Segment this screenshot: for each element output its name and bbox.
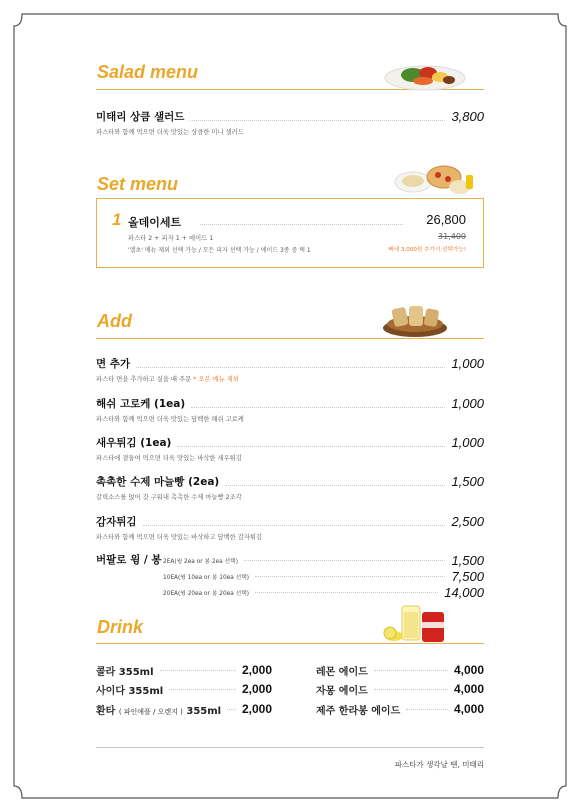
set-dishes-image: [390, 163, 476, 196]
add-item[interactable]: [96, 514, 484, 541]
salad-plate-image: [383, 58, 467, 92]
add-item-name: 해쉬 고로케 (1ea): [96, 398, 186, 410]
add-item-desc-highlight: * 오븐 메뉴 제외: [193, 376, 239, 383]
set-name: 올데이세트: [128, 216, 182, 229]
set-options: '엘초' 메뉴 제외 선택 가능 / 모든 피자 선택 가능 / 에이드 3종 중 택 1: [128, 247, 311, 254]
leader-dots: [374, 670, 448, 671]
salad-title: Salad menu: [97, 62, 199, 82]
salad-item-price: 3,800: [451, 109, 484, 124]
add-item-name: 면 추가: [96, 358, 131, 370]
set-note: 빠네 3,000원 추가시 선택가능!: [388, 247, 466, 253]
add-item-price: 1,000: [451, 435, 484, 450]
set-title: Set menu: [97, 174, 179, 194]
add-item-price: 2,500: [451, 514, 484, 529]
footer-divider: [96, 747, 484, 748]
drink-price: 2,000: [241, 663, 272, 677]
add-item[interactable]: [96, 435, 484, 462]
leader-dots: [244, 560, 445, 561]
leader-dots: [169, 689, 236, 690]
add-item-desc: 갈릭소스를 얹어 갓 구워내 촉촉한 수제 마늘빵 2조각: [96, 494, 242, 501]
drink-title: Drink: [97, 617, 144, 637]
buffalo-option[interactable]: [163, 553, 484, 568]
buffalo-wing-item[interactable]: [96, 552, 484, 602]
drink-name: 제주 한라봉 에이드: [316, 705, 401, 717]
add-item-name: 촉촉한 수제 마늘빵 (2ea): [96, 476, 220, 488]
salad-item-desc: 파스타와 함께 먹으면 더욱 맛있는 상큼한 미니 샐러드: [96, 129, 244, 136]
add-title: Add: [97, 311, 132, 331]
add-item-desc: 파스타와 함께 먹으면 더욱 맛있는 바삭하고 담백한 감자튀김: [96, 534, 263, 541]
buffalo-option[interactable]: [163, 569, 484, 584]
salad-item-name: 미태리 상큼 샐러드: [96, 111, 185, 123]
add-item-desc: 파스타와 함께 먹으면 더욱 맛있는 담백한 해쉬 고로케: [96, 416, 244, 423]
leader-dots: [190, 120, 445, 121]
drink-price: 4,000: [453, 663, 484, 677]
leader-dots: [255, 592, 438, 593]
add-item-desc: 파스타에 곁들여 먹으면 더욱 맛있는 바삭한 새우튀김: [96, 455, 242, 462]
add-item-price: 1,000: [451, 356, 484, 371]
drink-name: 사이다 355ml: [96, 685, 164, 697]
leader-dots: [406, 709, 448, 710]
leader-dots: [374, 689, 448, 690]
set-box[interactable]: [96, 198, 484, 268]
add-item[interactable]: [96, 474, 484, 501]
leader-dots: [200, 224, 403, 225]
drink-name: 자몽 에이드: [316, 685, 368, 697]
drinks-image: [380, 600, 450, 644]
drink-name: 콜라 355ml: [96, 666, 154, 678]
drink-price: 2,000: [241, 702, 272, 716]
drink-name-variant: ( 파인애플 / 오렌지 ): [118, 707, 183, 716]
salad-item[interactable]: [96, 109, 484, 136]
garlic-bread-image: [381, 300, 449, 338]
leader-dots: [255, 576, 445, 577]
add-divider: [96, 338, 484, 339]
leader-dots: [160, 670, 236, 671]
buffalo-option-price: 1,500: [451, 553, 484, 568]
add-item-desc: [96, 374, 484, 383]
add-item-name: 새우튀김 (1ea): [96, 437, 172, 449]
buffalo-option-price: 14,000: [444, 585, 484, 600]
drink-item[interactable]: [96, 661, 272, 679]
set-price: 26,800: [426, 212, 466, 227]
buffalo-option-price: 7,500: [451, 569, 484, 584]
set-old-price: 31,400: [438, 232, 466, 241]
buffalo-option-label: 2EA(윙 2ea or 봉 2ea 선택): [163, 559, 238, 565]
add-item-price: 1,000: [451, 396, 484, 411]
add-item-desc-text: 파스타 면을 추가하고 싶을 때 주문: [96, 376, 192, 383]
set-composition: 파스타 2 + 피자 1 + 에이드 1: [128, 235, 214, 242]
drink-item[interactable]: [96, 700, 272, 718]
leader-dots: [136, 367, 445, 368]
add-item-price: 1,500: [451, 474, 484, 489]
drink-item[interactable]: [316, 680, 484, 698]
buffalo-option[interactable]: [163, 585, 484, 600]
drink-name-size: 355ml: [182, 705, 222, 717]
buffalo-wing-name: 버팔로 윙 / 봉: [96, 554, 162, 566]
leader-dots: [177, 446, 445, 447]
drink-item[interactable]: [316, 700, 484, 718]
add-item[interactable]: [96, 356, 484, 383]
buffalo-option-label: 20EA(윙 20ea or 봉 20ea 선택): [163, 591, 250, 597]
add-item-name: 감자튀김: [96, 516, 137, 528]
drink-price: 4,000: [453, 702, 484, 716]
drink-name: 레몬 에이드: [316, 666, 368, 678]
drink-item[interactable]: [316, 661, 484, 679]
leader-dots: [143, 525, 446, 526]
footer-slogan: 파스타가 생각날 땐, 미태리: [394, 760, 484, 769]
buffalo-option-label: 10EA(윙 10ea or 봉 10ea 선택): [163, 575, 250, 581]
drink-price: 4,000: [453, 682, 484, 696]
drink-name: [96, 702, 221, 717]
leader-dots: [227, 709, 236, 710]
add-item[interactable]: [96, 396, 484, 423]
drink-item[interactable]: [96, 680, 272, 698]
set-number: 1: [112, 210, 122, 229]
drink-name-main: 환타: [96, 705, 119, 717]
leader-dots: [225, 485, 445, 486]
drink-price: 2,000: [241, 682, 272, 696]
leader-dots: [191, 407, 445, 408]
